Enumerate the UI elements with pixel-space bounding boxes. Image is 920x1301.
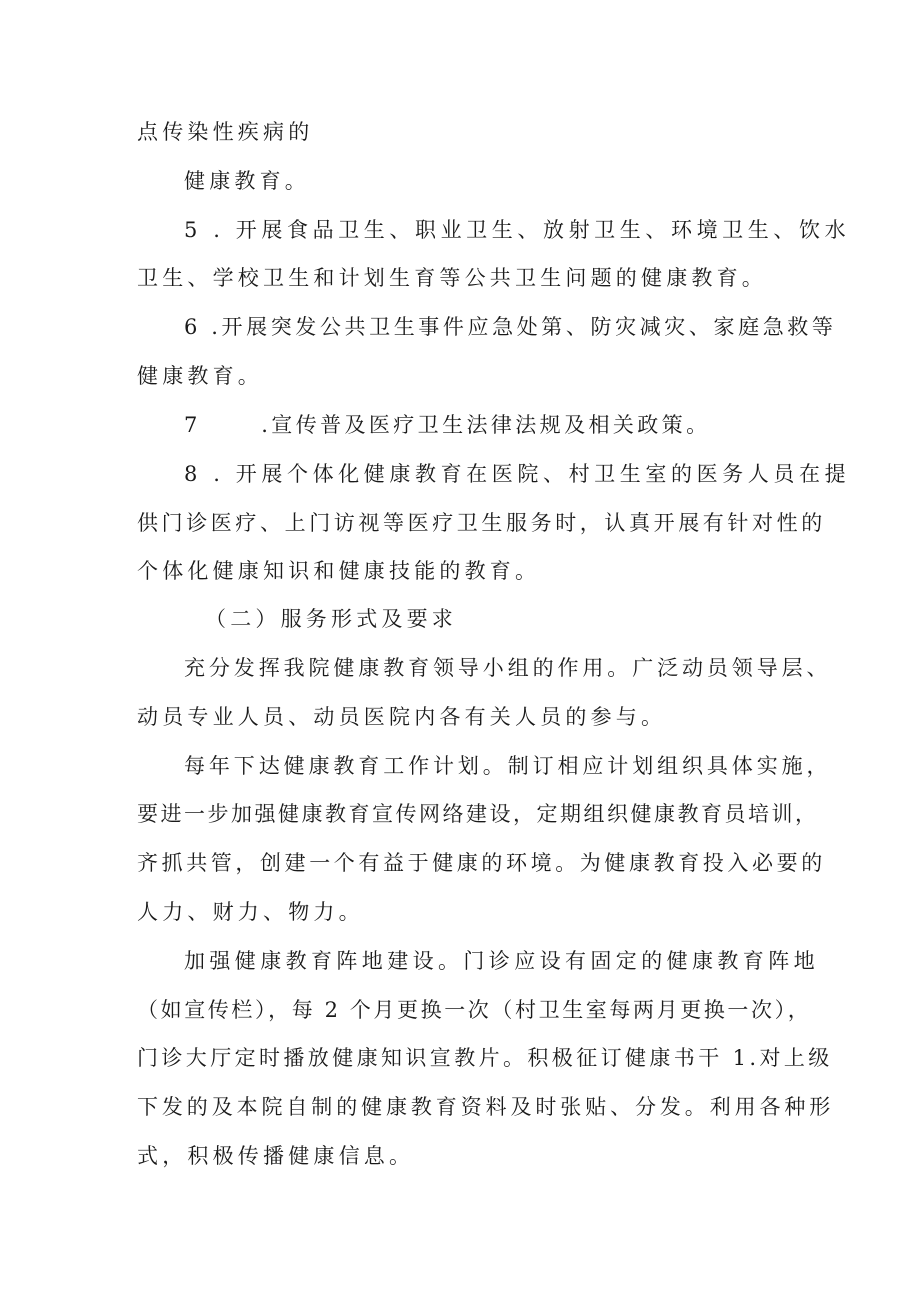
text-line: 点传染性疾病的: [137, 120, 314, 144]
text-line: 式，积极传播健康信息。: [137, 1144, 415, 1168]
text-line: 健康教育。: [184, 169, 310, 193]
text-line: 下发的及本院自制的健康教育资料及时张贴、分发。利用各种形: [137, 1095, 835, 1119]
list-item-6: 6 .开展突发公共卫生事件应急处第、防灾减灾、家庭急救等: [184, 315, 837, 339]
section-heading: （二）服务形式及要求: [205, 607, 457, 631]
text-line: 每年下达健康教育工作计划。制订相应计划组织具体实施，: [184, 754, 832, 778]
text-line: 要进一步加强健康教育宣传网络建设，定期组织健康教育员培训，: [137, 802, 819, 826]
text-line: 供门诊医疗、上门访视等医疗卫生服务时，认真开展有针对性的: [137, 511, 826, 535]
text-line: 个体化健康知识和健康技能的教育。: [137, 559, 541, 583]
text-line: 卫生、学校卫生和计划生育等公共卫生问题的健康教育。: [137, 266, 767, 290]
text-line: 人力、财力、物力。: [137, 900, 364, 924]
text-line: 健康教育。: [137, 364, 263, 388]
text-line: 齐抓共管，创建一个有益于健康的环境。为健康教育投入必要的: [137, 851, 826, 875]
list-item-8: 8 . 开展个体化健康教育在医院、村卫生室的医务人员在提: [184, 462, 851, 486]
text-line: 门诊大厅定时播放健康知识宣教片。积极征订健康书干 1.对上级: [137, 1046, 833, 1070]
list-item-7: 7 .宣传普及医疗卫生法律法规及相关政策。: [184, 413, 711, 437]
list-item-5: 5 . 开展食品卫生、职业卫生、放射卫生、环境卫生、饮水: [184, 218, 851, 242]
text-line: 加强健康教育阵地建设。门诊应设有固定的健康教育阵地: [184, 949, 819, 973]
text-line: 动员专业人员、动员医院内各有关人员的参与。: [137, 705, 667, 729]
text-line: 充分发挥我院健康教育领导小组的作用。广泛动员领导层、: [184, 656, 832, 680]
text-line: （如宣传栏），每 2 个月更换一次（村卫生室每两月更换一次），: [137, 998, 812, 1022]
